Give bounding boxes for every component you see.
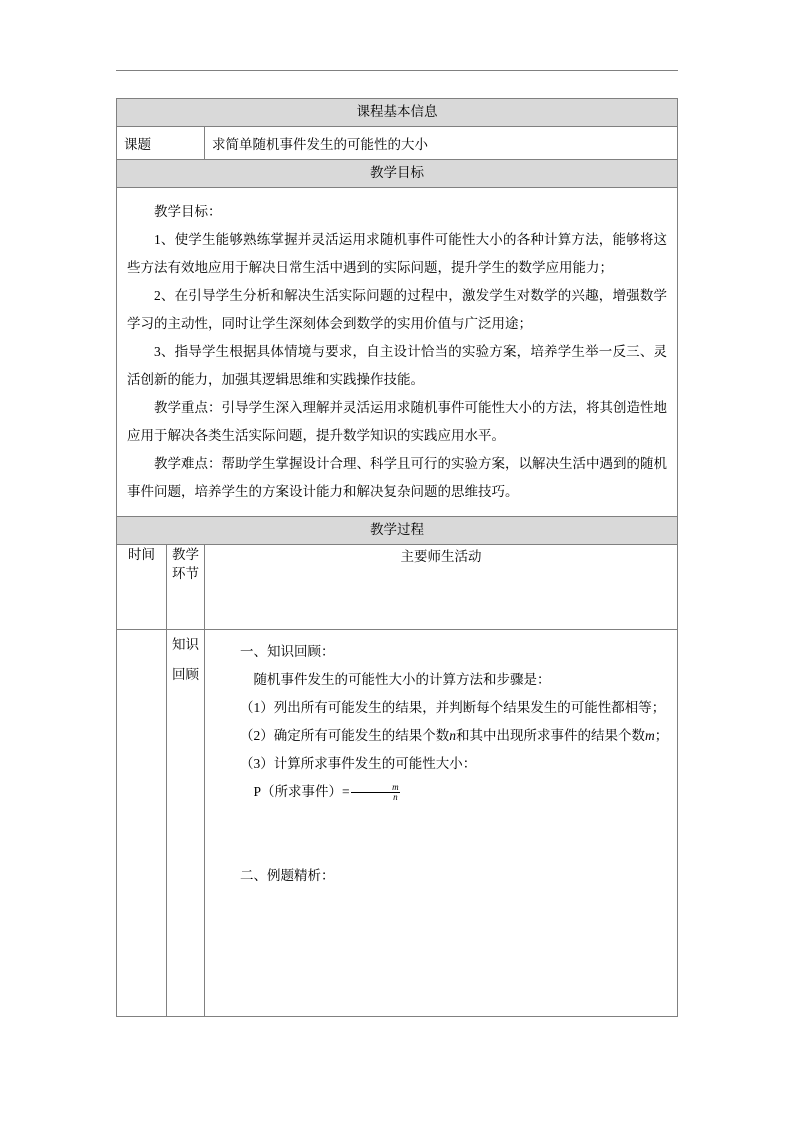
activity-step-2-part-b: 和其中出现所求事件的结果个数	[456, 728, 645, 743]
cell-time-value	[117, 630, 167, 1017]
objectives-difficulty: 教学难点：帮助学生掌握设计合理、科学且可行的实验方案，以解决生活中遇到的随机事件问题，培养学生的方案设计能力和解决复杂问题的思维技巧。	[127, 456, 667, 499]
topic-label: 课题	[117, 127, 205, 160]
activity-step-2	[213, 722, 669, 750]
objective-item-3: 3、指导学生根据具体情境与要求，自主设计恰当的实验方案，培养学生举一反三、灵活创新的能力，加强其逻辑思维和实践操作技能。	[127, 344, 667, 387]
blank-spacer	[213, 806, 669, 862]
table-row-objectives-header	[117, 160, 678, 188]
table-row-basic-info-header	[117, 99, 678, 127]
objective-item-2: 2、在引导学生分析和解决生活实际问题的过程中，激发学生对数学的兴趣，增强数学学习的主动性，同时让学生深刻体会到数学的实用价值与广泛用途；	[127, 288, 667, 331]
table-row-process-columns	[117, 545, 678, 630]
activity-next-title: 二、例题精析：	[240, 868, 335, 883]
activity-step-3: （3）计算所求事件发生的可能性大小：	[240, 756, 477, 771]
table-row-topic	[117, 127, 678, 160]
activity-title: 一、知识回顾：	[240, 644, 335, 659]
table-row-process-header	[117, 517, 678, 545]
objectives-cell	[117, 188, 678, 517]
column-header-activity: 主要师生活动	[205, 545, 678, 630]
header-rule	[116, 70, 678, 71]
objectives-heading: 教学目标：	[154, 204, 222, 219]
activity-step-2-part-a: （2）确定所有可能发生的结果个数	[240, 728, 450, 743]
table-row-objectives-body	[117, 188, 678, 517]
activity-step-2-var-m: m	[645, 728, 655, 743]
formula-numerator: m	[351, 783, 400, 793]
section-objectives-title: 教学目标	[117, 160, 678, 188]
section-process-title: 教学过程	[117, 517, 678, 545]
objectives-key-point: 教学重点：引导学生深入理解并灵活运用求随机事件可能性大小的方法，将其创造性地应用于解决各类生活实际问题，提升数学知识的实践应用水平。	[127, 400, 667, 443]
column-header-step: 教学环节	[167, 545, 205, 630]
objective-item-1: 1、使学生能够熟练掌握并灵活运用求随机事件可能性大小的各种计算方法，能够将这些方法有效地应用于解决日常生活中遇到的实际问题，提升学生的数学应用能力；	[127, 232, 667, 275]
cell-activity-content	[205, 630, 678, 1017]
formula-denominator: n	[393, 792, 398, 803]
cell-step-value: 知识回顾	[167, 630, 205, 1017]
activity-formula	[213, 778, 669, 806]
lesson-plan-table	[116, 98, 678, 1017]
formula-fraction	[351, 783, 400, 803]
activity-lead: 随机事件发生的可能性大小的计算方法和步骤是：	[253, 672, 551, 687]
column-header-time: 时间	[117, 545, 167, 630]
section-basic-info-title: 课程基本信息	[117, 99, 678, 127]
activity-step-2-var-n: n	[449, 728, 456, 743]
table-row-process-content	[117, 630, 678, 1017]
activity-step-2-part-c: ；	[654, 728, 669, 743]
topic-value: 求简单随机事件发生的可能性的大小	[205, 127, 678, 160]
activity-step-1: （1）列出所有可能发生的结果，并判断每个结果发生的可能性都相等；	[240, 700, 666, 715]
formula-lead: P（所求事件）=	[253, 784, 350, 799]
